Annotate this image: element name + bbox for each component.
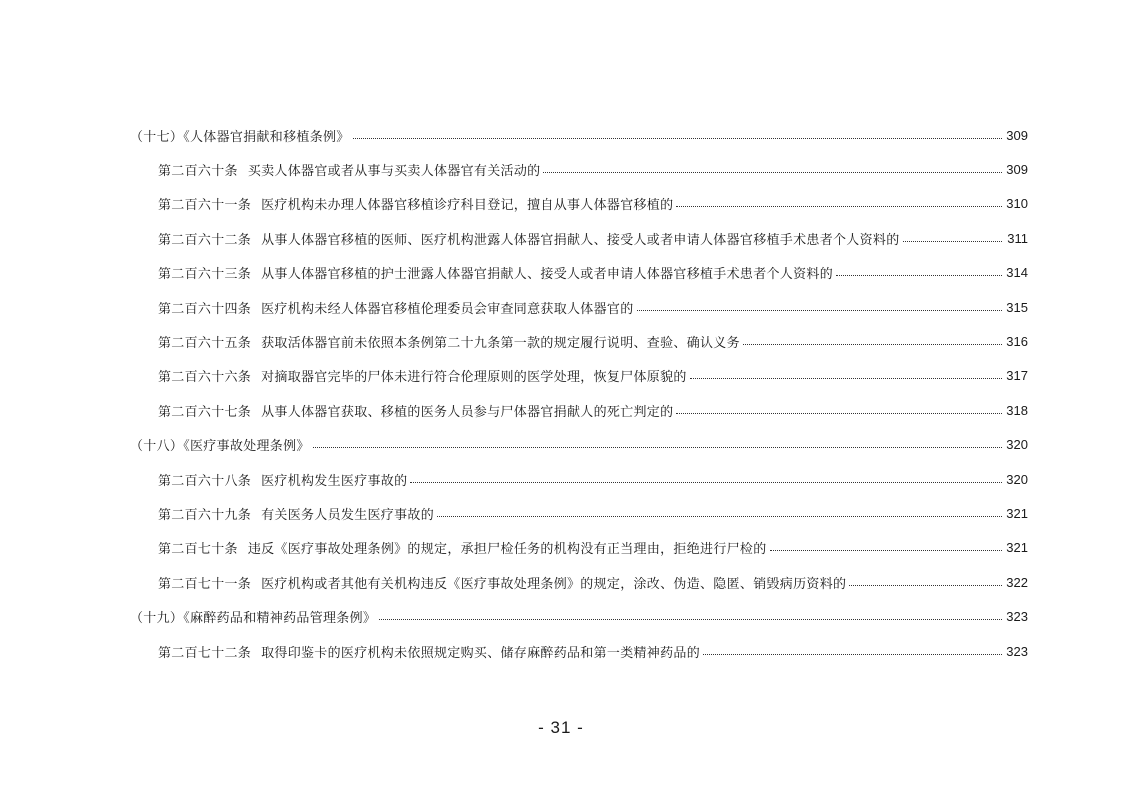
table-of-contents: [130, 118, 1028, 668]
toc-entry-title: （十九）《麻醉药品和精神药品管理条例》: [130, 611, 377, 627]
toc-entry: [130, 462, 1028, 496]
dot-leader: [743, 344, 1002, 345]
toc-page-number: 322: [1006, 574, 1028, 590]
toc-entry-title: 医疗机构未办理人体器官移植诊疗科目登记，擅自从事人体器官移植的: [261, 198, 674, 214]
toc-entry-text: [158, 538, 767, 557]
toc-entry-text: [158, 642, 700, 661]
toc-entry: [130, 531, 1028, 565]
dot-leader: [836, 275, 1002, 276]
toc-entry: [130, 634, 1028, 668]
dot-leader: [353, 138, 1002, 139]
toc-page-number: 310: [1006, 196, 1028, 212]
toc-entry-text: [130, 607, 376, 626]
toc-page-number: 323: [1006, 609, 1028, 625]
toc-entry: [130, 393, 1028, 427]
dot-leader: [676, 413, 1002, 414]
dot-leader: [410, 482, 1002, 483]
toc-article-number: 第二百六十八条: [158, 473, 252, 489]
toc-entry-text: [158, 229, 900, 248]
toc-article-number: 第二百六十三条: [158, 267, 252, 283]
dot-leader: [690, 378, 1002, 379]
toc-entry-title: 对摘取器官完毕的尸体未进行符合伦理原则的医学处理，恢复尸体原貌的: [261, 370, 687, 386]
toc-entry-title: 从事人体器官移植的医师、医疗机构泄露人体器官捐献人、接受人或者申请人体器官移植手术患者个人资料的: [261, 232, 900, 248]
toc-entry-title: 医疗机构发生医疗事故的: [261, 473, 408, 489]
toc-entry: [130, 290, 1028, 324]
toc-section-heading: [130, 428, 1028, 462]
toc-entry-text: [158, 263, 833, 282]
toc-entry-text: [158, 573, 846, 592]
toc-entry: [130, 324, 1028, 358]
toc-entry-text: [130, 126, 350, 145]
page-number: - 31 -: [538, 718, 584, 737]
toc-page-number: 323: [1006, 643, 1028, 659]
toc-article-number: 第二百六十条: [158, 164, 238, 180]
dot-leader: [849, 585, 1002, 586]
toc-entry-title: （十七）《人体器官捐献和移植条例》: [130, 129, 350, 145]
toc-article-number: 第二百七十条: [158, 542, 238, 558]
toc-entry-text: [158, 504, 434, 523]
toc-entry-title: 取得印鉴卡的医疗机构未依照规定购买、储存麻醉药品和第一类精神药品的: [261, 645, 701, 661]
dot-leader: [437, 516, 1002, 517]
dot-leader: [703, 654, 1002, 655]
toc-article-number: 第二百六十七条: [158, 404, 252, 420]
toc-page-number: 316: [1006, 334, 1028, 350]
toc-entry-text: [130, 435, 310, 454]
toc-article-number: 第二百七十二条: [158, 645, 252, 661]
toc-entry: [130, 496, 1028, 530]
toc-page-number: 320: [1006, 437, 1028, 453]
toc-article-number: 第二百六十四条: [158, 301, 252, 317]
toc-entry-title: 获取活体器官前未依照本条例第二十九条第一款的规定履行说明、查验、确认义务: [261, 336, 740, 352]
toc-article-number: 第二百七十一条: [158, 576, 252, 592]
toc-page-number: 315: [1006, 299, 1028, 315]
toc-page-number: 320: [1006, 471, 1028, 487]
toc-article-number: 第二百六十五条: [158, 336, 252, 352]
dot-leader: [903, 241, 1002, 242]
toc-entry-title: （十八）《医疗事故处理条例》: [130, 439, 310, 455]
toc-entry-text: [158, 332, 740, 351]
toc-entry: [130, 187, 1028, 221]
toc-page-number: 317: [1006, 368, 1028, 384]
toc-entry-text: [158, 160, 540, 179]
toc-entry: [130, 221, 1028, 255]
toc-entry: [130, 256, 1028, 290]
toc-entry: [130, 359, 1028, 393]
toc-entry-title: 违反《医疗事故处理条例》的规定，承担尸检任务的机构没有正当理由，拒绝进行尸检的: [247, 542, 767, 558]
toc-section-heading: [130, 118, 1028, 152]
dot-leader: [379, 619, 1002, 620]
toc-page-number: 309: [1006, 162, 1028, 178]
toc-page-number: 309: [1006, 127, 1028, 143]
toc-section-heading: [130, 599, 1028, 633]
dot-leader: [543, 172, 1002, 173]
toc-entry-title: 从事人体器官获取、移植的医务人员参与尸体器官捐献人的死亡判定的: [261, 404, 674, 420]
toc-article-number: 第二百六十二条: [158, 232, 252, 248]
dot-leader: [770, 550, 1002, 551]
toc-page-number: 321: [1006, 505, 1028, 521]
toc-entry-title: 从事人体器官移植的护士泄露人体器官捐献人、接受人或者申请人体器官移植手术患者个人资料的: [261, 267, 834, 283]
toc-entry-text: [158, 366, 687, 385]
toc-article-number: 第二百六十九条: [158, 507, 252, 523]
toc-article-number: 第二百六十一条: [158, 198, 252, 214]
dot-leader: [637, 310, 1002, 311]
toc-entry-text: [158, 194, 673, 213]
toc-article-number: 第二百六十六条: [158, 370, 252, 386]
toc-entry-text: [158, 470, 407, 489]
toc-page-number: 314: [1006, 265, 1028, 281]
toc-entry-title: 买卖人体器官或者从事与买卖人体器官有关活动的: [247, 164, 541, 180]
toc-entry-title: 医疗机构未经人体器官移植伦理委员会审查同意获取人体器官的: [261, 301, 634, 317]
toc-entry: [130, 565, 1028, 599]
toc-entry-title: 有关医务人员发生医疗事故的: [261, 507, 435, 523]
toc-page-number: 311: [1007, 230, 1028, 246]
toc-page-number: 318: [1006, 402, 1028, 418]
toc-entry: [130, 152, 1028, 186]
toc-entry-text: [158, 401, 673, 420]
dot-leader: [676, 206, 1002, 207]
toc-page-number: 321: [1006, 540, 1028, 556]
toc-entry-title: 医疗机构或者其他有关机构违反《医疗事故处理条例》的规定，涂改、伪造、隐匿、销毁病历资料的: [261, 576, 847, 592]
dot-leader: [313, 447, 1002, 448]
toc-entry-text: [158, 298, 634, 317]
